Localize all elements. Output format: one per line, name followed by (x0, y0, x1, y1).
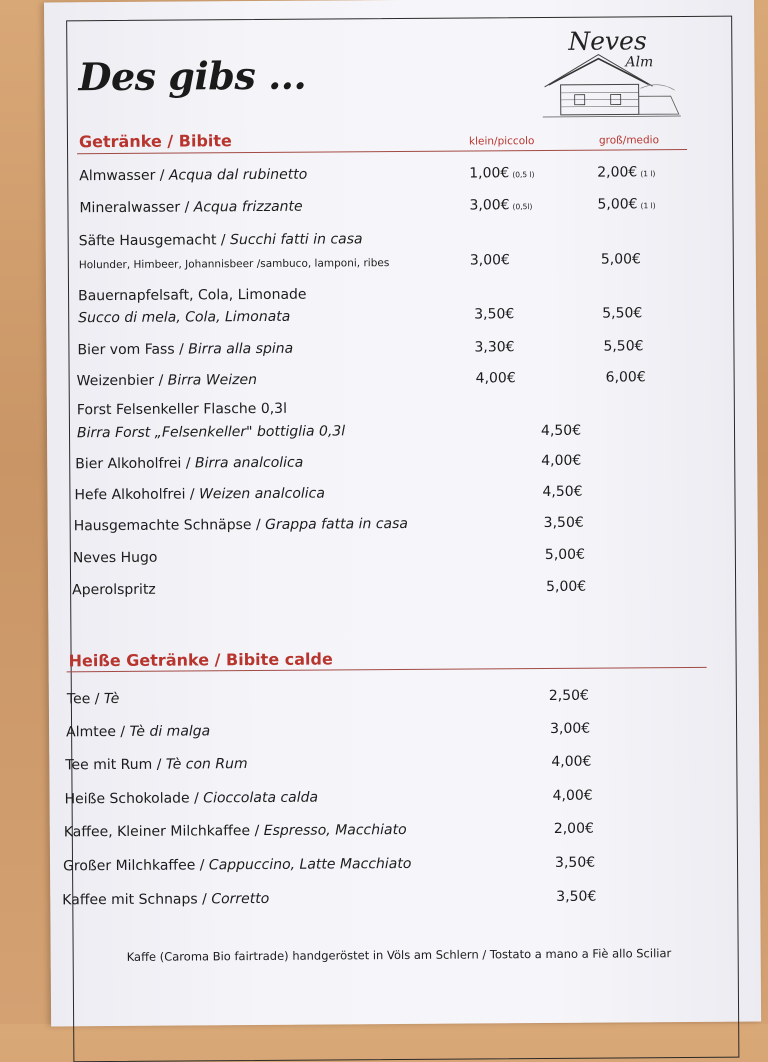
price-large: 5,50€ (602, 305, 643, 322)
list-item: Weizenbier / Birra Weizen (76, 372, 258, 390)
price: 4,00€ (541, 452, 582, 470)
list-item: Mineralwasser / Acqua frizzante (79, 198, 303, 217)
price: 2,00€ (553, 820, 594, 837)
price-small: 3,00€ (469, 252, 510, 269)
list-item-detail: Holunder, Himbeer, Johannisbeer /sambuco, lamponi, ribes (78, 257, 390, 272)
hot-drinks-heading: Heiße Getränke / Bibite calde (68, 649, 333, 671)
logo-name: Neves (568, 26, 647, 56)
price-large: 2,00€ (1 l) (597, 164, 656, 181)
column-large-header: groß/medio (598, 134, 660, 147)
list-item: Großer Milchkaffee / Cappuccino, Latte Macchiato (62, 855, 412, 875)
price-large: 5,50€ (603, 338, 644, 355)
list-item: Bauernapfelsaft, Cola, Limonade (78, 286, 307, 305)
price: 3,50€ (554, 854, 596, 871)
list-item: Almwasser / Acqua dal rubinetto (79, 166, 308, 185)
menu-sheet (44, 0, 761, 1026)
price-small: 3,50€ (474, 306, 515, 323)
price-small: 3,30€ (474, 339, 515, 356)
list-item: Kaffee, Kleiner Milchkaffee / Espresso, Macchiato (63, 821, 407, 841)
price: 4,00€ (551, 753, 592, 770)
price-large: 5,00€ (600, 251, 641, 268)
logo-subtitle: Alm (625, 54, 654, 71)
price: 2,50€ (548, 687, 590, 704)
price-large: 6,00€ (605, 369, 646, 386)
price: 4,00€ (552, 787, 593, 804)
list-item: Tee / Tè (66, 690, 120, 708)
price: 4,50€ (540, 422, 582, 440)
list-item: Forst Felsenkeller Flasche 0,3l (76, 400, 288, 419)
list-item: Bier Alkoholfrei / Birra analcolica (75, 454, 304, 473)
list-item: Neves Hugo (72, 549, 158, 567)
price-small: 3,00€ (0,5l) (469, 197, 533, 214)
price: 3,00€ (550, 720, 591, 737)
price: 5,00€ (546, 578, 587, 595)
list-item: Bier vom Fass / Birra alla spina (77, 340, 294, 359)
cold-drinks-heading: Getränke / Bibite (78, 131, 232, 152)
list-item: Heiße Schokolade / Cioccolata calda (64, 789, 319, 808)
list-item: Aperolspritz (72, 581, 156, 599)
list-item-italian: Succo di mela, Cola, Limonata (78, 308, 291, 327)
neves-alm-logo (540, 26, 691, 127)
coffee-footnote: Kaffe (Caroma Bio fairtrade) handgeröstet in Völs am Schlern / Tostato a mano a Fiè allo Sciliar (126, 946, 672, 964)
list-item: Hausgemachte Schnäpse / Grappa fatta in casa (73, 515, 409, 535)
list-item: Almtee / Tè di malga (66, 723, 211, 741)
list-item: Kaffee mit Schnaps / Corretto (62, 890, 270, 909)
list-item-italian: Birra Forst „Felsenkeller" bottiglia 0,3l (76, 423, 346, 442)
price-small: 4,00€ (475, 370, 516, 387)
list-item: Hefe Alkoholfrei / Weizen analcolica (74, 485, 325, 504)
price-large: 5,00€ (1 l) (597, 196, 656, 213)
list-item: Tee mit Rum / Tè con Rum (65, 756, 248, 774)
price: 5,00€ (544, 546, 586, 563)
column-small-header: klein/piccolo (468, 135, 535, 148)
price: 4,50€ (542, 483, 583, 501)
page-title: Des gibs ... (78, 52, 307, 100)
price-small: 1,00€ (0,5 l) (469, 165, 535, 182)
price: 3,50€ (556, 888, 597, 905)
list-item: Säfte Hausgemacht / Succhi fatti in casa (78, 231, 363, 250)
price: 3,50€ (543, 514, 584, 532)
